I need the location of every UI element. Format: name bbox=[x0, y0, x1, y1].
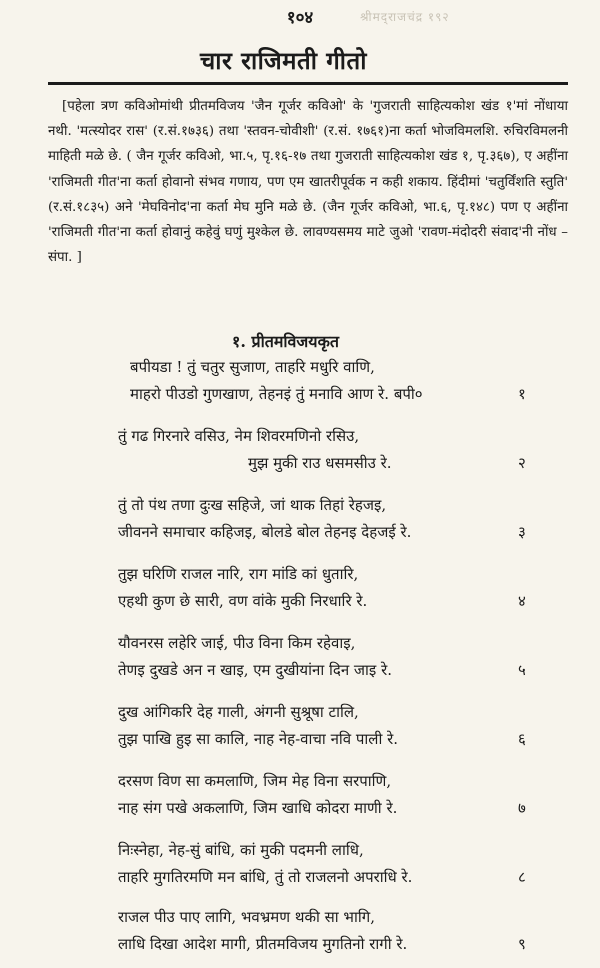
verse-number: ७ bbox=[518, 799, 526, 817]
verse-line: तेणइ दुखडे अन न खाइ, एम दुखीयांना दिन जाइ रे. bbox=[118, 661, 392, 679]
title-rule bbox=[48, 82, 568, 85]
verse-number: ३ bbox=[518, 523, 526, 541]
page-number: १०४ bbox=[286, 8, 314, 28]
verse-line: नाह संग पखे अकलाणि, जिम खाधि कोदरा माणी रे. bbox=[118, 799, 398, 817]
verse-line: माहरो पीउडो गुणखाण, तेहनइं तुं मनावि आण रे. बपी० bbox=[130, 385, 423, 403]
verse-line: तुं गढ गिरनारे वसिउ, नेम शिवरमणिनो रसिउ, bbox=[118, 427, 360, 445]
verse-number: ९ bbox=[518, 935, 526, 953]
verse-number: १ bbox=[518, 385, 526, 403]
poem-heading: १. प्रीतमविजयकृत bbox=[232, 332, 339, 351]
verse-number: ८ bbox=[518, 868, 526, 886]
verse-line: तुझ पाखि हुइ सा कालि, नाह नेह-वाचा नवि पाली रे. bbox=[118, 730, 399, 748]
verse-line: यौवनरस लहेरि जाई, पीउ विना किम रहेवाइ, bbox=[118, 634, 356, 652]
verse-line: तुं तो पंथ तणा दुःख सहिजे, जां थाक तिहां रेहजइ, bbox=[118, 496, 387, 514]
verse-line: दुख आंगिकरि देह गाली, अंगनी सुश्रूषा टालि, bbox=[118, 703, 359, 721]
bleed-through-text: श्रीमद्‌राजचंद्र १९२ bbox=[360, 10, 450, 24]
verse-line: राजल पीउ पाए लागि, भवभ्रमण थकी सा भागि, bbox=[118, 908, 375, 926]
verse-line: ताहरि मुगतिरमणि मन बांधि, तुं तो राजलनो अपराधि रे. bbox=[118, 868, 413, 886]
verse-number: ४ bbox=[518, 592, 526, 610]
verse-number: २ bbox=[518, 454, 526, 472]
verse-line: एहथी कुण छे सारी, वण वांके मुकी निरधारि रे. bbox=[118, 592, 368, 610]
verse-number: ५ bbox=[518, 661, 526, 679]
verse-line: बपीयडा ! तुं चतुर सुजाण, ताहरि मधुरि वाणि, bbox=[130, 358, 375, 376]
verse-line: दरसण विण सा कमलाणि, जिम मेह विना सरपाणि, bbox=[118, 772, 392, 790]
page-title: चार राजिमती गीतो bbox=[200, 46, 367, 75]
verse-line: लाधि दिखा आदेश मागी, प्रीतमविजय मुगतिनो रागी रे. bbox=[118, 935, 408, 953]
verse-line: मुझ मुकी राउ धसमसीउ रे. bbox=[248, 454, 392, 472]
verse-line: निःस्नेहा, नेह-सुं बांधि, कां मुकी पदमनी लाधि, bbox=[118, 841, 364, 859]
verse-number: ६ bbox=[518, 730, 526, 748]
verse-line: जीवनने समाचार कहिजइ, बोलडे बोल तेहनइ देहजई रे. bbox=[118, 523, 412, 541]
editor-note: [पहेला त्रण कविओमांथी प्रीतमविजय 'जैन गूर्जर कविओ' के 'गुजराती साहित्यकोश खंड १'मां नोंधाया नथी. 'मत्स्योदर रास' (र.सं.१७३६) तथा 'स्तवन-चोवीशी' (र.सं. १७६१)ना कर्ता भोजविमलशि. रुचिरविमलनी माहिती मळे छे. ( जैन गूर्जर कविओ, भा.५, पृ.१६-१७ तथा गुजराती साहित्यकोश खंड १, पृ.३६७), ए अहींना 'राजिमती गीत'ना कर्ता होवानो संभव गणाय, पण एम खातरीपूर्वक न कही शकाय. हिंदीमां 'चतुर्विंशति स्तुति' (र.सं.१८३५) अने 'मेघविनोद'ना कर्ता मेघ मुनि मळे छे. (जैन गूर्जर कविओ, भा.६, पृ.१४८) पण ए अहींना 'राजिमती गीत'ना कर्ता होवानुं कहेवुं घणुं मुश्केल छे. लावण्यसमय माटे जुओ 'रावण-मंदोदरी संवाद'नी नोंध – संपा. ] bbox=[48, 99, 568, 266]
verse-line: तुझ घरिणि राजल नारि, राग मांडि कां धुतारि, bbox=[118, 565, 359, 583]
